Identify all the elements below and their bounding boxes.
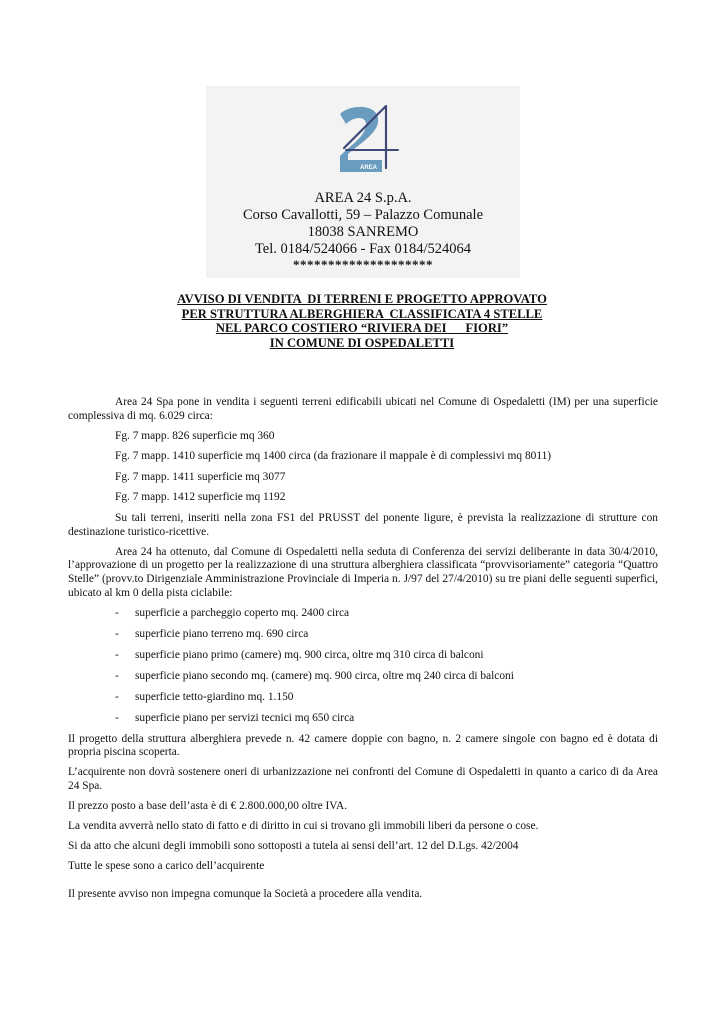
list-dash: - [115,627,119,640]
surface-text: superficie piano secondo mq. (camere) mq. 900 circa, oltre mq 240 circa di balconi [135,669,514,682]
urbanization-paragraph: L’acquirente non dovrà sostenere oneri di urbanizzazione nei confronti del Comune di Ospedaletti in quanto a carico di da Area 24 Spa. [68,766,658,792]
expenses-paragraph: Tutte le spese sono a carico dell’acquirente [68,860,265,873]
surface-text: superficie piano terreno mq. 690 circa [135,627,309,640]
area24-logo [326,98,406,178]
title-line-4: IN COMUNE DI OSPEDALETTI [269,335,455,350]
intro-paragraph: Area 24 Spa pone in vendita i seguenti terreni edificabili ubicati nel Comune di Ospedaletti (IM) per una superficie complessiva di mq. 6.029 circa: [68,396,658,422]
rooms-paragraph: Il progetto della struttura alberghiera prevede n. 42 camere doppie con bagno, n. 2 camere singole con bagno ed è dotata di propria piscina scoperta. [68,732,658,759]
title-line-1: AVVISO DI VENDITA DI TERRENI E PROGETTO APPROVATO [177,292,547,306]
approval-paragraph: Area 24 ha ottenuto, dal Comune di Ospedaletti nella seduta di Conferenza dei servizi deliberante in data 30/4/2010, l’approvazione di un progetto per la realizzazione di una struttura alberghiera classificata “provvisoriamente” categoria “Quattro Stelle” (provv.to Dirigenziale Amministrazione Provinciale di Imperia n. J/97 del 27/4/2010) su tre piani delle seguenti superfici, ubicato al km 0 della pista ciclabile: [68,545,658,599]
surface-text: superficie a parcheggio coperto mq. 2400 circa [135,606,350,619]
surface-text: superficie tetto-giardino mq. 1.150 [135,690,294,703]
notice-body [68,396,658,908]
list-dash: - [115,711,119,724]
list-dash: - [115,648,119,661]
surface-item [68,712,658,726]
disclaimer-paragraph: Il presente avviso non impegna comunque la Società a procedere alla vendita. [68,887,423,900]
surface-item [68,607,658,621]
parcel-item: Fg. 7 mapp. 1410 superficie mq 1400 circa (da frazionare il mappale è di complessivi mq 8011) [115,450,552,463]
title-line-3: NEL PARCO COSTIERO “RIVIERA DEI FIORI” [215,321,509,336]
notice-title [60,292,664,350]
list-dash: - [115,606,119,619]
parcel-item: Fg. 7 mapp. 1411 superficie mq 3077 [115,470,286,483]
company-name: AREA 24 S.p.A. [314,190,412,206]
state-paragraph: La vendita avverrà nello stato di fatto e di diritto in cui si trovano gli immobili liberi da persone o cose. [68,820,539,832]
letterhead [206,86,520,278]
company-address: Corso Cavallotti, 59 – Palazzo Comunale [242,207,483,223]
company-phone: Tel. 0184/524066 - Fax 0184/524064 [254,241,472,257]
surface-item [68,628,658,642]
surface-text: superficie piano per servizi tecnici mq 650 circa [135,711,355,724]
surface-item [68,670,658,684]
logo-text: AREA [360,165,378,171]
stars-divider: ******************** [293,257,433,272]
title-line-2: PER STRUTTURA ALBERGHIERA CLASSIFICATA 4 STELLE [181,306,543,321]
surface-item [68,691,658,705]
company-city: 18038 SANREMO [307,224,419,240]
surface-item [68,649,658,663]
price-paragraph: Il prezzo posto a base dell’asta è di € 2.800.000,00 oltre IVA. [68,799,348,812]
list-dash: - [115,690,119,703]
protection-paragraph: Si da atto che alcuni degli immobili sono sottoposti a tutela ai sensi dell’art. 12 del D.Lgs. 42/2004 [68,840,519,853]
surfaces-list [68,607,658,726]
list-dash: - [115,669,119,682]
parcel-item: Fg. 7 mapp. 1412 superficie mq 1192 [115,491,286,504]
surface-text: superficie piano primo (camere) mq. 900 circa, oltre mq 310 circa di balconi [135,648,484,661]
parcel-item: Fg. 7 mapp. 826 superficie mq 360 [115,429,275,442]
zone-paragraph: Su tali terreni, inseriti nella zona FS1 del PRUSST del ponente ligure, è prevista la realizzazione di strutture con destinazione turistico-ricettive. [68,512,658,538]
